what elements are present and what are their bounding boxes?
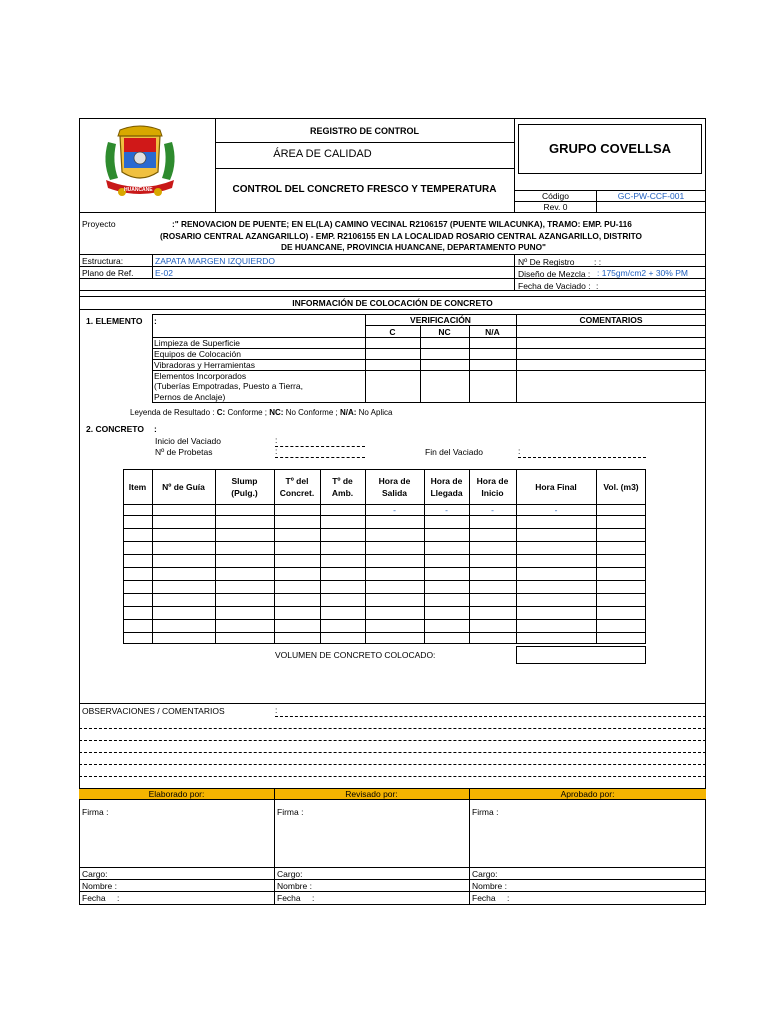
- leyenda: [130, 408, 392, 417]
- aprobado-fecha-colon: :: [507, 893, 510, 903]
- elaborado-fecha-colon: :: [117, 893, 120, 903]
- probetas-colon: :: [275, 446, 278, 456]
- revisado-fecha: Fecha: [277, 893, 301, 903]
- elemento-item: Limpieza de Superficie: [154, 338, 240, 348]
- estructura-value: ZAPATA MARGEN IZQUIERDO: [155, 256, 275, 266]
- leyenda-nc: NC:: [269, 408, 284, 417]
- col-guia: Nº de Guía: [162, 482, 205, 492]
- elemento-item: Equipos de Colocación: [154, 349, 241, 359]
- aprobado-cargo: Cargo:: [472, 869, 498, 879]
- logo-caption: HUANCANE: [124, 187, 153, 193]
- revisado-header: Revisado por:: [345, 789, 398, 799]
- rev-label: Rev. 0: [543, 202, 568, 212]
- leyenda-c-text: Conforme ;: [227, 408, 268, 417]
- elaborado-header: Elaborado por:: [148, 789, 205, 799]
- leyenda-label: Leyenda de Resultado :: [130, 408, 215, 417]
- elemento-item: (Tuberías Empotradas, Puesto a Tierra,: [154, 381, 303, 391]
- col-item: Item: [128, 482, 147, 492]
- col-na: N/A: [485, 327, 500, 337]
- registro-title: REGISTRO DE CONTROL: [309, 126, 419, 136]
- proyecto-line-3: DE HUANCANE, PROVINCIA HUANCANE, DEPARTAMENTO PUNO": [281, 242, 546, 252]
- volumen-input[interactable]: [516, 646, 646, 664]
- comentarios-header: COMENTARIOS: [579, 315, 643, 325]
- fecha-vaciado-value: :: [596, 281, 599, 291]
- hora-inicio-dash: -: [491, 505, 494, 515]
- diseno-label: Diseño de Mezcla :: [518, 269, 591, 279]
- elaborado-fecha: Fecha: [82, 893, 106, 903]
- aprobado-header: Aprobado por:: [560, 789, 615, 799]
- revisado-fecha-colon: :: [312, 893, 315, 903]
- verificacion-header: VERIFICACIÓN: [410, 315, 471, 325]
- leyenda-na-text: No Aplica: [358, 408, 393, 417]
- col-t-amb: Tº de: [332, 476, 353, 486]
- plano-label: Plano de Ref.: [82, 268, 134, 278]
- hora-llegada-dash: -: [445, 505, 448, 515]
- observaciones-label: OBSERVACIONES / COMENTARIOS: [82, 706, 225, 716]
- proyecto-line-1: :" RENOVACION DE PUENTE; EN EL(LA) CAMINO VECINAL R2106157 (PUENTE WILACUNKA), TRAMO: EMP. PU-116: [172, 219, 632, 229]
- hora-final-dash: -: [554, 505, 558, 515]
- revisado-nombre: Nombre :: [277, 881, 312, 891]
- revisado-cargo: Cargo:: [277, 869, 303, 879]
- diseno-value: : 175gm/cm2 + 30% PM: [597, 268, 688, 278]
- elaborado-cargo: Cargo:: [82, 869, 108, 879]
- leyenda-nc-text: No Conforme ;: [285, 408, 338, 417]
- col-hora-llegada: Hora de: [430, 476, 463, 486]
- col-hora-llegada-2: Llegada: [430, 488, 463, 498]
- col-hora-inicio: Hora de: [476, 476, 509, 486]
- elaborado-nombre: Nombre :: [82, 881, 117, 891]
- leyenda-na: N/A:: [339, 408, 357, 417]
- area-title: ÁREA DE CALIDAD: [273, 148, 372, 160]
- codigo-value: GC-PW-CCF-001: [617, 191, 685, 201]
- concreto-title: 2. CONCRETO: [86, 424, 144, 434]
- inicio-vaciado-label: Inicio del Vaciado: [155, 436, 221, 446]
- col-hora-salida: Hora de: [378, 476, 411, 486]
- col-t-concreto: Tº del: [285, 476, 309, 486]
- aprobado-fecha: Fecha: [472, 893, 496, 903]
- leyenda-c: C:: [216, 408, 226, 417]
- registro-label: Nº De Registro: [518, 257, 575, 267]
- col-c: C: [389, 327, 396, 337]
- registro-value: : :: [594, 257, 602, 267]
- proyecto-line-2: (ROSARIO CENTRAL AZANGARILLO) - EMP. R2106155 EN LA LOCALIDAD ROSARIO CENTRAL AZANGARILLO, DISTRITO: [160, 231, 643, 241]
- elemento-title: 1. ELEMENTO: [86, 316, 143, 326]
- company-name: GRUPO COVELLSA: [548, 141, 672, 156]
- volumen-label: VOLUMEN DE CONCRETO COLOCADO:: [275, 650, 436, 660]
- elemento-item: Pernos de Anclaje): [154, 392, 226, 402]
- plano-value: E-02: [155, 268, 173, 278]
- col-nc: NC: [438, 327, 451, 337]
- proyecto-label: Proyecto: [82, 219, 116, 229]
- col-slump-unit: (Pulg.): [231, 488, 258, 498]
- concreto-table-body: [123, 504, 646, 644]
- aprobado-nombre: Nombre :: [472, 881, 507, 891]
- inicio-vaciado-colon: :: [275, 435, 278, 445]
- fin-vaciado-colon: :: [518, 446, 521, 456]
- col-hora-final: Hora Final: [535, 482, 577, 492]
- probetas-label: Nº de Probetas: [155, 447, 213, 457]
- col-t-amb-2: Amb.: [331, 488, 354, 498]
- fecha-vaciado-label: Fecha de Vaciado :: [518, 281, 591, 291]
- codigo-label: Código: [542, 191, 569, 201]
- elemento-colon: :: [154, 316, 157, 326]
- elemento-item: Elementos Incorporados: [154, 371, 247, 381]
- info-title: INFORMACIÓN DE COLOCACIÓN DE CONCRETO: [292, 298, 493, 308]
- aprobado-firma: Firma :: [472, 807, 499, 817]
- col-t-concreto-2: Concret.: [279, 488, 315, 498]
- observaciones-colon: :: [275, 705, 278, 715]
- estructura-label: Estructura:: [82, 256, 124, 266]
- hora-salida-dash: -: [393, 505, 396, 515]
- col-slump: Slump: [231, 476, 258, 486]
- col-volumen: Vol. (m3): [603, 482, 639, 492]
- control-title: CONTROL DEL CONCRETO FRESCO Y TEMPERATURA: [232, 184, 497, 195]
- revisado-firma: Firma :: [277, 807, 304, 817]
- col-hora-inicio-2: Inicio: [481, 488, 504, 498]
- elemento-item: Vibradoras y Herramientas: [154, 360, 255, 370]
- elaborado-firma: Firma :: [82, 807, 109, 817]
- concreto-colon: :: [154, 424, 157, 434]
- col-hora-salida-2: Salida: [381, 488, 408, 498]
- fin-vaciado-label: Fin del Vaciado: [425, 447, 483, 457]
